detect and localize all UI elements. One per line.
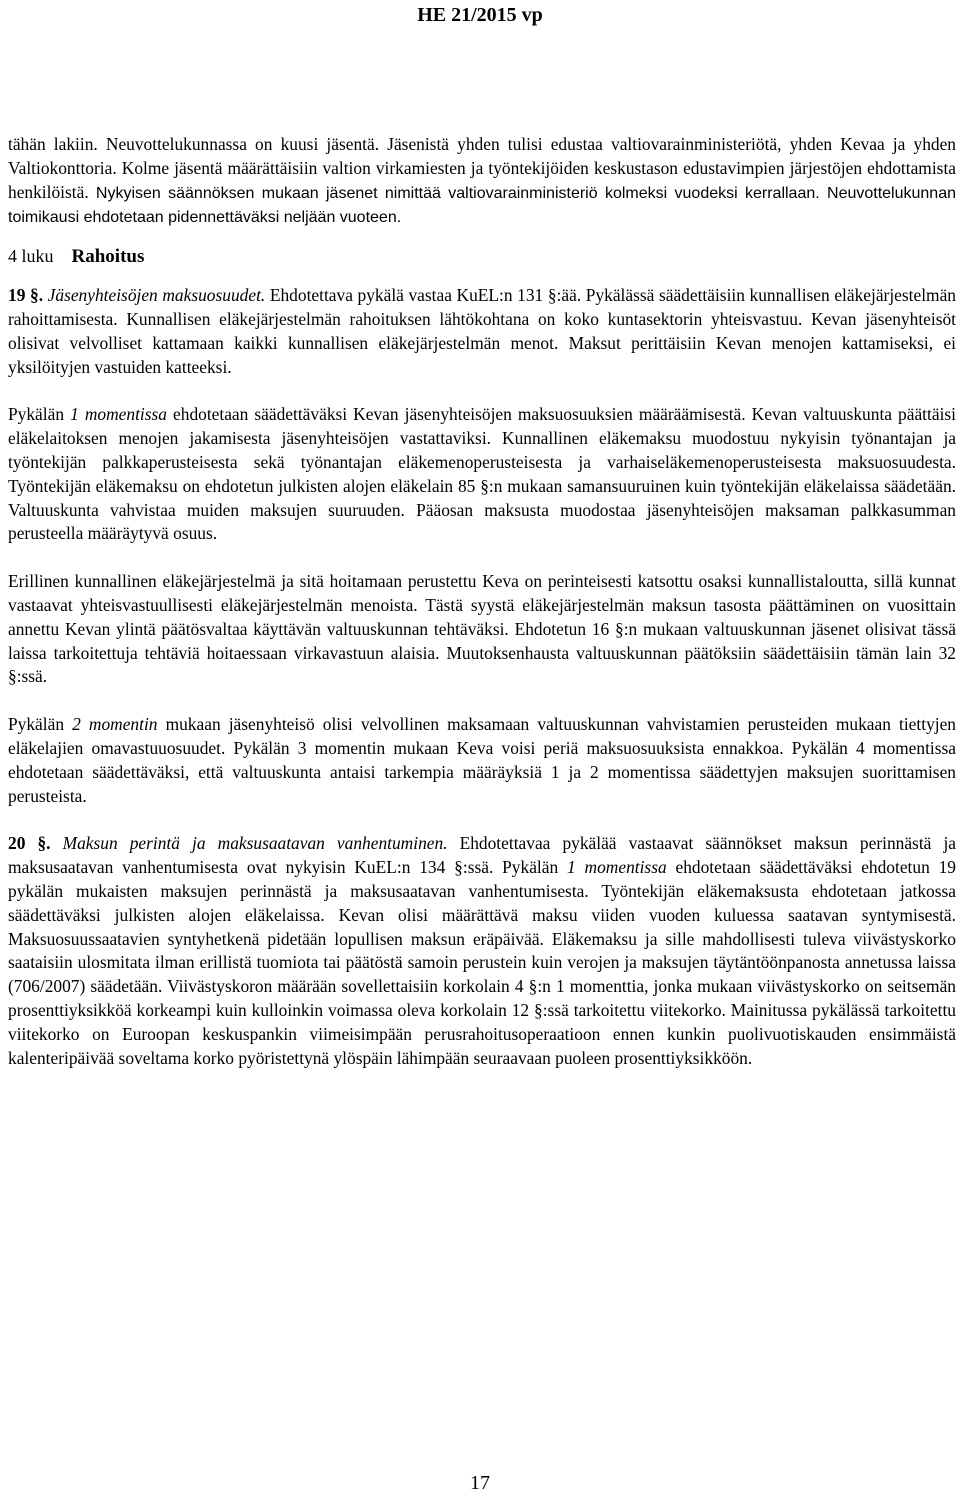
- section-20: [8, 832, 956, 1070]
- section-19-moment-2: [8, 713, 956, 808]
- document-id: HE 21/2015 vp: [417, 4, 543, 26]
- chapter-number: 4 luku: [8, 246, 54, 267]
- paragraph-text: mukaan jäsenyhteisö olisi velvollinen maksamaan valtuuskunnan vahvistamien perusteiden mukaan tiettyjen eläkelajien omavastuuosuudet. Pykälän 3 momentin mukaan Keva voisi periä maksuosuuksista ennakkoa. Pykälän 4 momentissa ehdotetaan säädettäväksi, että valtuuskunta antaisi tarkempia määräyksiä 1 ja 2 momentissa säädettyjen maksujen suorittamisen perusteista.: [8, 714, 957, 806]
- section-19-background: [8, 570, 956, 689]
- moment-reference: 1 momentissa: [70, 404, 167, 425]
- chapter-heading: [8, 230, 956, 280]
- section-title: Maksun perintä ja maksusaatavan vanhentuminen.: [62, 833, 448, 854]
- section-19-moment-1: [8, 403, 956, 546]
- paragraph-text-sans: Nykyisen säännöksen mukaan jäsenet nimittää valtiovarainministeriö kolmeksi vuodeksi kerrallaan. Neuvottelukunnan toimikausi ehdotetaan pidennettäväksi neljään vuoteen.: [8, 184, 956, 227]
- paragraph-text: tähän lakiin. Neuvottelukunnassa on kuusi jäsentä. Jäsenistä yhden tulisi edustaa valtiovarainministeriötä, yhden Kevaa ja yhden Valtiokonttoria. Kolme jäsentä määrättäisiin valtion virkamiesten ja työntekijöiden keskustason edustavimpien järjestöjen ehdottamista henkilöistä.: [8, 134, 956, 202]
- paragraph-text: Ehdotettava pykälä vastaa KuEL:n 131 §:ää. Pykälässä säädettäisiin kunnallisen eläkejärjestelmän rahoittamisesta. Kunnallisen eläkejärjestelmän rahoituksen lähtökohtana on koko kuntasektorin yhteisvastuu. Kevan jäsenyhteisöt olisivat velvolliset kattamaan kaikki kunnallisen eläkejärjestelmän menot. Maksut perittäisiin Kevan menojen kattamiseksi, ei yksilöityjen vastuiden katteeksi.: [8, 285, 956, 377]
- section-number: 19: [8, 285, 26, 306]
- paragraph-text: Pykälän: [8, 404, 71, 425]
- section-title: Jäsenyhteisöjen maksuosuudet.: [47, 285, 266, 306]
- section-sign: §.: [25, 833, 51, 854]
- paragraph-neuvottelukunta: [8, 133, 956, 230]
- page-number: 17: [470, 1472, 490, 1494]
- paragraph-text: Pykälän: [8, 714, 73, 735]
- paragraph-text: ehdotetaan säädettäväksi ehdotetun 19 pykälän mukaisten maksujen perinnästä ja maksusaatavan vanhentumisesta. Työntekijän eläkemaksusta ehdotetaan jatkossa säädettäväksi julkisten alojen eläkelaissa. Kevan olisi määrättävä maksu viiden vuoden kuluessa saatavan syntymisestä. Maksuosuussaatavien syntyhetkenä pidetään lopullisen maksun eräpäivää. Eläkemaksu ja sille mahdollisesti tuleva viivästyskorko saataisiin ulosmitata ilman erillistä tuomiota tai päätöstä samoin perustein kuin verojen ja maksujen täytäntöönpanosta annetussa laissa (706/2007) säädetään. Viivästyskoron määrään sovellettaisiin korkolain 4 §:n 1 momenttia, jonka mukaan viivästyskorko on seitsemän prosenttiyksikköä korkeampi kuin kulloinkin voimassa oleva korkolain 12 §:ssä tarkoitettu viitekorko. Mainitussa pykälässä tarkoitettu viitekorko on Euroopan keskuspankin viimeisimpään perusrahoitusoperaatioon ennen kunkin puolivuotiskauden ensimmäistä kalenteripäivää soveltama korko pyöristettynä ylöspäin lähimpään seuraavaan puoleen prosenttiyksikköön.: [8, 857, 957, 1068]
- section-19-intro: [8, 284, 956, 379]
- paragraph-text: ehdotetaan säädettäväksi Kevan jäsenyhteisöjen maksuosuuksien määräämisestä. Kevan valtuuskunta päättäisi eläkelaitoksen menojen jakamisesta jäsenyhteisöjen vastattaviksi. Kunnallinen eläkemaksu muodostuu nykyisin työnantajan ja työntekijän palkkaperusteisesta sekä työnantajan eläkemenoperusteisesta ja varhaiseläkemenoperusteisesta maksuosuudesta. Työntekijän eläkemaksu on ehdotetun julkisten alojen eläkelain 85 §:n mukaan samansuuruinen kuin työntekijän eläkelaissa säädetään. Valtuuskunta vahvistaa muiden maksujen suuruuden. Pääosan maksusta muodostaa jäsenyhteisöjen maksaman palkkasumman perusteella määräytyvä osuus.: [8, 404, 956, 544]
- paragraph-text: Erillinen kunnallinen eläkejärjestelmä ja sitä hoitamaan perustettu Keva on perinteisesti katsottu osaksi kunnallistaloutta, sillä kunnat vastaavat yhteisvastuullisesti eläkejärjestelmän menoista. Tästä syystä eläkejärjestelmän maksun tasosta päättäminen on vuosittain annettu Kevan ylintä päätösvaltaa käyttävän valtuuskunnan tehtäväksi. Ehdotetun 16 §:n mukaan valtuuskunnan jäsenet olisivat tässä laissa tarkoitettuja tehtäviä hoitaessaan virkavastuun alaisia. Muutoksenhausta valtuuskunnan päätöksiin säädettäisiin tämän lain 32 §:ssä.: [8, 571, 956, 687]
- section-sign: §.: [25, 285, 44, 306]
- section-number: 20: [8, 833, 26, 854]
- document-body: [8, 133, 956, 1070]
- moment-reference: 1 momentissa: [567, 857, 667, 878]
- moment-reference: 2 momentin: [72, 714, 158, 735]
- paragraph-text: Ehdotettavaa pykälää vastaavat säännökset maksun perinnästä ja maksusaatavan vanhentumisesta ovat nykyisin KuEL:n 134 §:ssä. Pykälän: [8, 833, 956, 878]
- document-header: [0, 2, 960, 28]
- chapter-title: Rahoitus: [71, 246, 145, 268]
- page-footer: [0, 1470, 960, 1496]
